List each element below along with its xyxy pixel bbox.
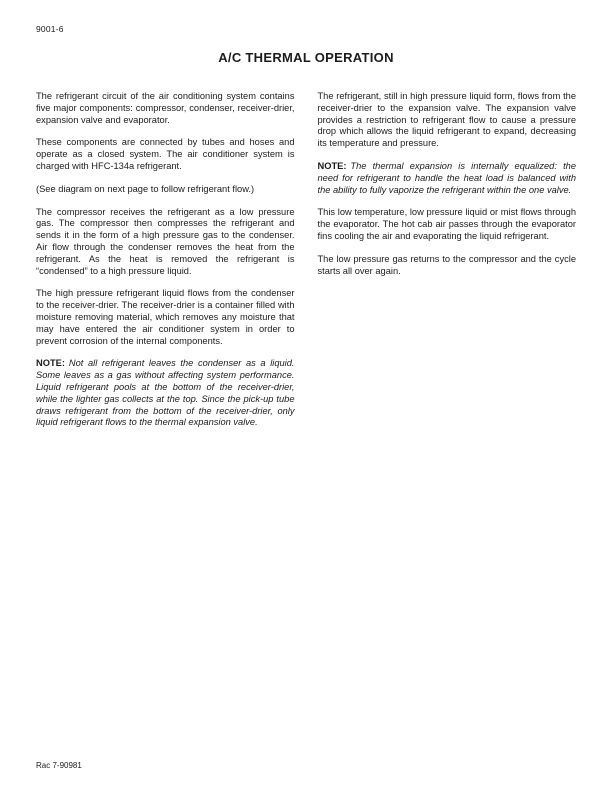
page-title: A/C THERMAL OPERATION xyxy=(218,50,394,65)
paragraph: (See diagram on next page to follow refrigerant flow.) xyxy=(36,183,255,194)
note-text: Not all refrigerant leaves the condenser as a liquid. Some leaves as a gas without affecting system performance. Liquid refrigerant pools at the bottom of the receiver-drier, while the lighter gas collects at the top. Since the pick-up tube draws refrigerant from the bottom of the receiver-drier, only liquid refrigerant flows to the thermal expansion valve. xyxy=(36,358,295,428)
paragraph: The refrigerant circuit of the air conditioning system contains five major components: compressor, condenser, receiver-drier, expansion valve and evaporator. xyxy=(36,91,295,125)
page-number: 9001-6 xyxy=(36,24,64,34)
note-text: The thermal expansion is internally equalized: the need for refrigerant to handle the heat load is balanced with the ability to fully vaporize the refrigerant within the one valve. xyxy=(317,160,576,195)
paragraph: The refrigerant, still in high pressure liquid form, flows from the receiver-drier to the expansion valve. The expansion valve provides a restriction to refrigerant flow to cause a pressure drop which allows the liquid refrigerant to expand, decreasing its temperature and pressure. xyxy=(317,91,576,149)
paragraph: This low temperature, low pressure liquid or mist flows through the evaporator. The hot cab air passes through the evaporator fins cooling the air and evaporating the liquid refrigerant. xyxy=(317,207,576,241)
note-paragraph xyxy=(318,161,577,196)
footer-reference: Rac 7-90981 xyxy=(36,761,82,770)
paragraph: The high pressure refrigerant liquid flows from the condenser to the receiver-drier. The receiver-drier is a container filled with moisture removing material, which removes any moisture that may have entered the air conditioner system in order to prevent corrosion of the internal components. xyxy=(36,288,295,346)
paragraph: These components are connected by tubes and hoses and operate as a closed system. The air conditioner system is charged with HFC-134a refrigerant. xyxy=(36,137,295,171)
left-column xyxy=(36,91,295,440)
paragraph: The compressor receives the refrigerant as a low pressure gas. The compressor then compresses the refrigerant and sends it in the form of a high pressure gas to the condenser. Air flow through the condenser removes the heat from the refrigerant. As the heat is removed the refrigerant is “condensed” to a high pressure liquid. xyxy=(36,206,295,276)
note-label: NOTE: xyxy=(317,160,347,171)
two-column-body xyxy=(36,91,576,440)
note-paragraph xyxy=(36,358,295,429)
note-label: NOTE: xyxy=(36,358,65,369)
right-column xyxy=(318,91,577,440)
paragraph: The low pressure gas returns to the compressor and the cycle starts all over again. xyxy=(317,253,576,276)
